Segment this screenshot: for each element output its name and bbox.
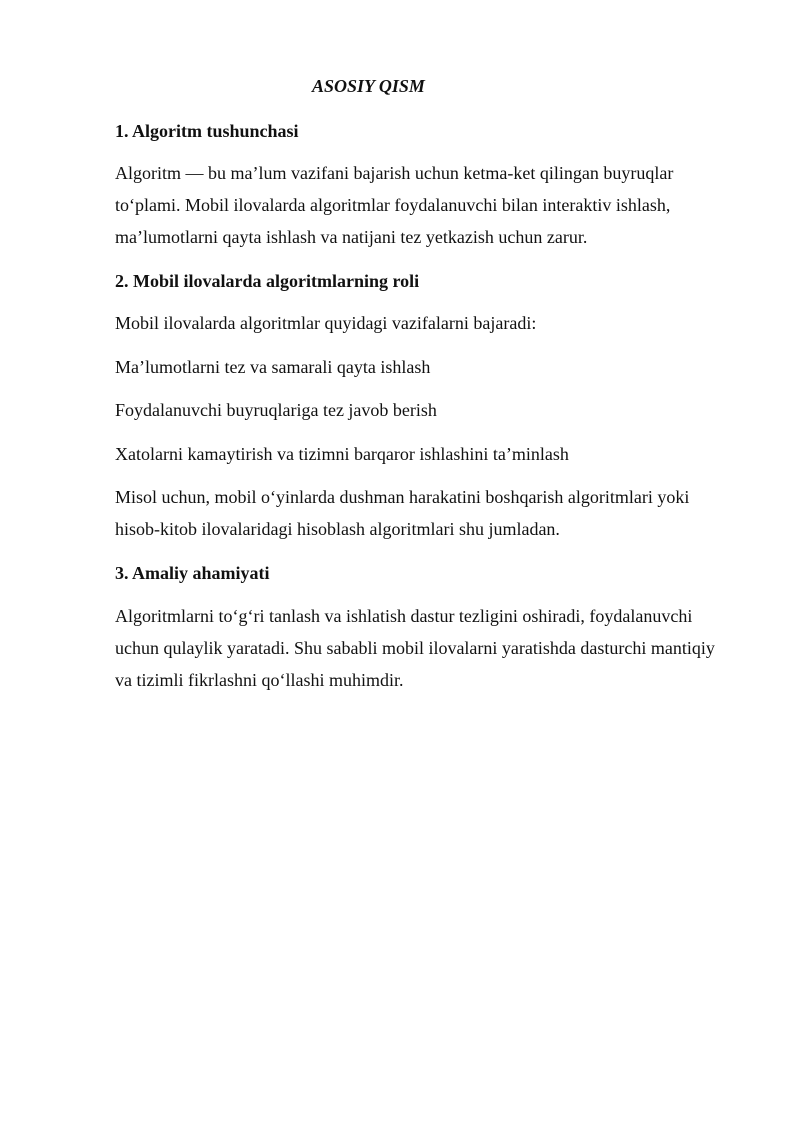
section-3-paragraph bbox=[115, 600, 715, 696]
paragraph-line: va tizimli fikrlashni qo‘llashi muhimdir. bbox=[115, 670, 404, 690]
paragraph-line: Algoritmlarni to‘g‘ri tanlash va ishlatish dastur tezligini oshiradi, foydalanuvchi bbox=[115, 606, 693, 626]
section-1-heading: 1. Algoritm tushunchasi bbox=[115, 121, 299, 141]
section-2-example bbox=[115, 481, 689, 545]
paragraph-line: to‘plami. Mobil ilovalarda algoritmlar foydalanuvchi bilan interaktiv ishlash, bbox=[115, 195, 671, 215]
list-item: Ma’lumotlarni tez va samarali qayta ishlash bbox=[115, 357, 431, 377]
paragraph-line: uchun qulaylik yaratadi. Shu sababli mobil ilovalarni yaratishda dasturchi mantiqiy bbox=[115, 638, 715, 658]
paragraph-line: Algoritm — bu ma’lum vazifani bajarish uchun ketma-ket qilingan buyruqlar bbox=[115, 163, 674, 183]
paragraph-line: ma’lumotlarni qayta ishlash va natijani tez yetkazish uchun zarur. bbox=[115, 227, 588, 247]
document-title: ASOSIY QISM bbox=[312, 76, 425, 96]
section-2-intro: Mobil ilovalarda algoritmlar quyidagi vazifalarni bajaradi: bbox=[115, 313, 537, 333]
list-item: Xatolarni kamaytirish va tizimni barqaror ishlashini ta’minlash bbox=[115, 444, 569, 464]
list-item: Foydalanuvchi buyruqlariga tez javob berish bbox=[115, 400, 437, 420]
paragraph-line: hisob-kitob ilovalaridagi hisoblash algoritmlari shu jumladan. bbox=[115, 519, 560, 539]
section-2-heading: 2. Mobil ilovalarda algoritmlarning roli bbox=[115, 271, 420, 291]
section-3-heading: 3. Amaliy ahamiyati bbox=[115, 563, 270, 583]
paragraph-line: Misol uchun, mobil o‘yinlarda dushman harakatini boshqarish algoritmlari yoki bbox=[115, 487, 690, 507]
section-1-paragraph bbox=[115, 157, 673, 253]
